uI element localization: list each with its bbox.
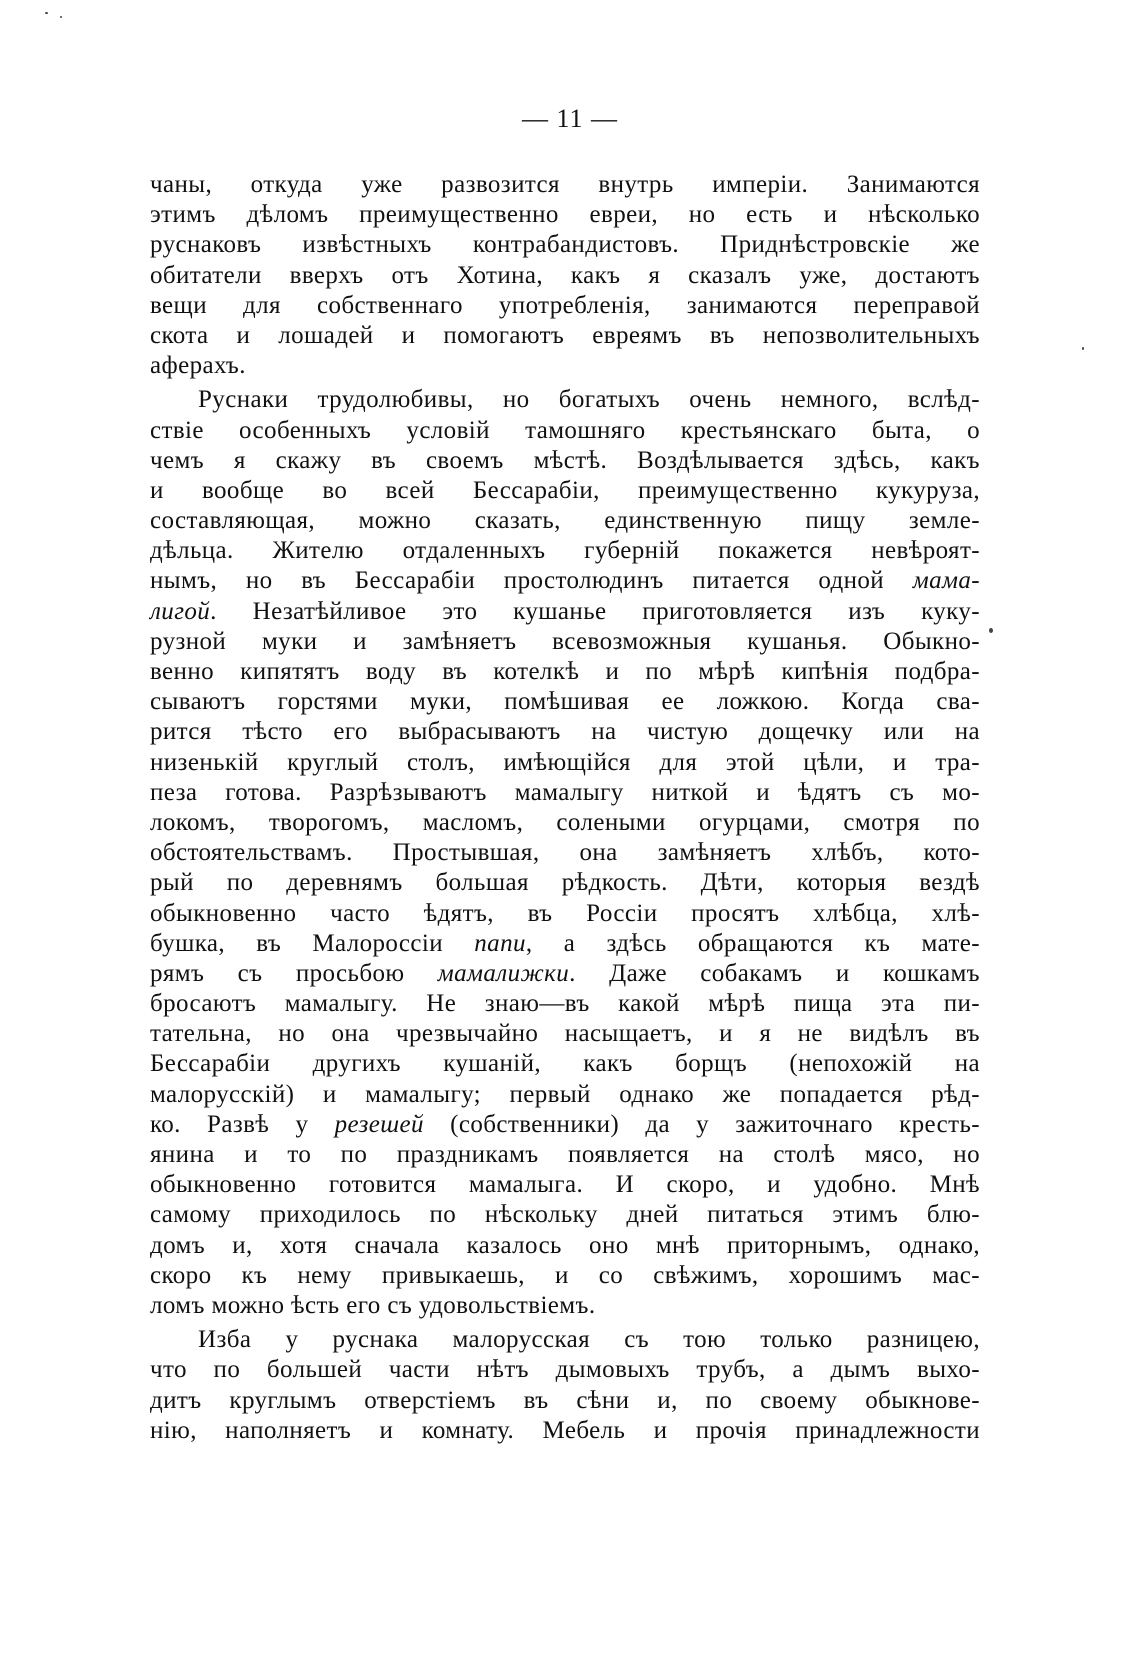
text-line: обыкновенно часто ѣдятъ, въ Россіи просятъ хлѣбца, хлѣ- [150,899,980,927]
text-line: и вообще во всей Бессарабіи, преимущественно кукуруза, [150,476,980,504]
scan-speck [989,628,993,633]
scan-speck [1082,347,1084,350]
text-line: рямъ съ просьбою мамалижки. Даже собакамъ и кошкамъ [150,959,980,987]
text-line: этимъ дѣломъ преимущественно евреи, но есть и нѣсколько [150,201,980,229]
text-line: малорусскій) и мамалыгу; первый однако же попадается рѣд- [150,1080,980,1108]
text-line: скота и лошадей и помогаютъ евреямъ въ непозволительныхъ [150,321,980,349]
text-line: ко. Развѣ у резешей (собственники) да у зажиточнаго кресть- [150,1110,980,1138]
text-line: составляющая, можно сказать, единственную пищу земле- [150,507,980,535]
text-line: венно кипятятъ воду въ котелкѣ и по мѣрѣ кипѣнія подбра- [150,658,980,685]
text-line: тательна, но она чрезвычайно насыщаетъ, и я не видѣлъ въ [150,1020,980,1048]
text-line: скоро къ нему привыкаешь, и со свѣжимъ, хорошимъ мас- [150,1261,980,1289]
text-line: домъ и, хотя сначала казалось оно мнѣ приторнымъ, однако, [150,1231,980,1259]
text-line: руснаковъ извѣстныхъ контрабандистовъ. Приднѣстровскіе же [150,231,980,259]
text-line: Руснаки трудолюбивы, но богатыхъ очень немного, вслѣд- [198,386,980,414]
scan-speck [60,16,62,18]
text-line: аферахъ. [150,352,246,380]
text-line: чаны, откуда уже развозится внутрь имперіи. Занимаются [150,171,980,198]
text-line: Изба у руснака малорусская съ тою только разницею, [198,1326,980,1354]
text-line: пеза готова. Разрѣзываютъ мамалыгу ниткой и ѣдятъ съ мо- [150,778,980,806]
text-line: бросаютъ мамалыгу. Не знаю—въ какой мѣрѣ пища эта пи- [150,990,980,1018]
text-line: что по большей части нѣтъ дымовыхъ трубъ, а дымъ выхо- [150,1356,980,1384]
text-line: рится тѣсто его выбрасываютъ на чистую дощечку или на [150,718,980,746]
text-line: дитъ круглымъ отверстіемъ въ сѣни и, по своему обыкнове- [150,1386,980,1414]
text-line: лигой. Незатѣйливое это кушанье приготовляется изъ куку- [150,597,980,625]
text-line: рый по деревнямъ большая рѣдкость. Дѣти, которыя вездѣ [150,869,980,897]
scan-speck [45,12,48,14]
text-line: янина и то по праздникамъ появляется на столѣ мясо, но [150,1141,980,1168]
text-line: Бессарабіи другихъ кушаній, какъ борщъ (непохожій на [150,1050,980,1078]
text-line: дѣльца. Жителю отдаленныхъ губерній покажется невѣроят- [150,537,980,565]
text-line: обитатели вверхъ отъ Хотина, какъ я сказалъ уже, достаютъ [150,261,980,289]
text-line: обстоятельствамъ. Простывшая, она замѣняетъ хлѣбъ, кото- [150,839,980,867]
text-line: самому приходилось по нѣскольку дней питаться этимъ блю- [150,1201,980,1229]
text-line: вещи для собственнаго употребленія, занимаются переправой [150,291,980,319]
text-line: нымъ, но въ Бессарабіи простолюдинъ питается одной мама- [150,567,980,595]
text-line: ломъ можно ѣсть его съ удовольствіемъ. [150,1291,596,1319]
page-number: — 11 — [521,104,619,133]
text-line: ствіе особенныхъ условій тамошняго крестьянскаго быта, о [150,416,980,444]
text-line: сываютъ горстями муки, помѣшивая ее ложкою. Когда сва- [150,688,980,716]
text-line: бушка, въ Малороссіи папи, а здѣсь обращаются къ мате- [150,929,980,957]
text-line: локомъ, творогомъ, масломъ, солеными огурцами, смотря по [150,808,980,836]
text-line: чемъ я скажу въ своемъ мѣстѣ. Воздѣлывается здѣсь, какъ [150,446,980,474]
text-line: нію, наполняетъ и комнату. Мебель и прочія принадлежности [150,1416,980,1444]
text-line: обыкновенно готовится мамалыга. И скоро, и удобно. Мнѣ [150,1171,980,1199]
text-line: низенькій круглый столъ, имѣющійся для этой цѣли, и тра- [150,748,980,776]
text-line: рузной муки и замѣняетъ всевозможныя кушанья. Обыкно- [150,627,980,655]
body-text [150,170,980,1446]
